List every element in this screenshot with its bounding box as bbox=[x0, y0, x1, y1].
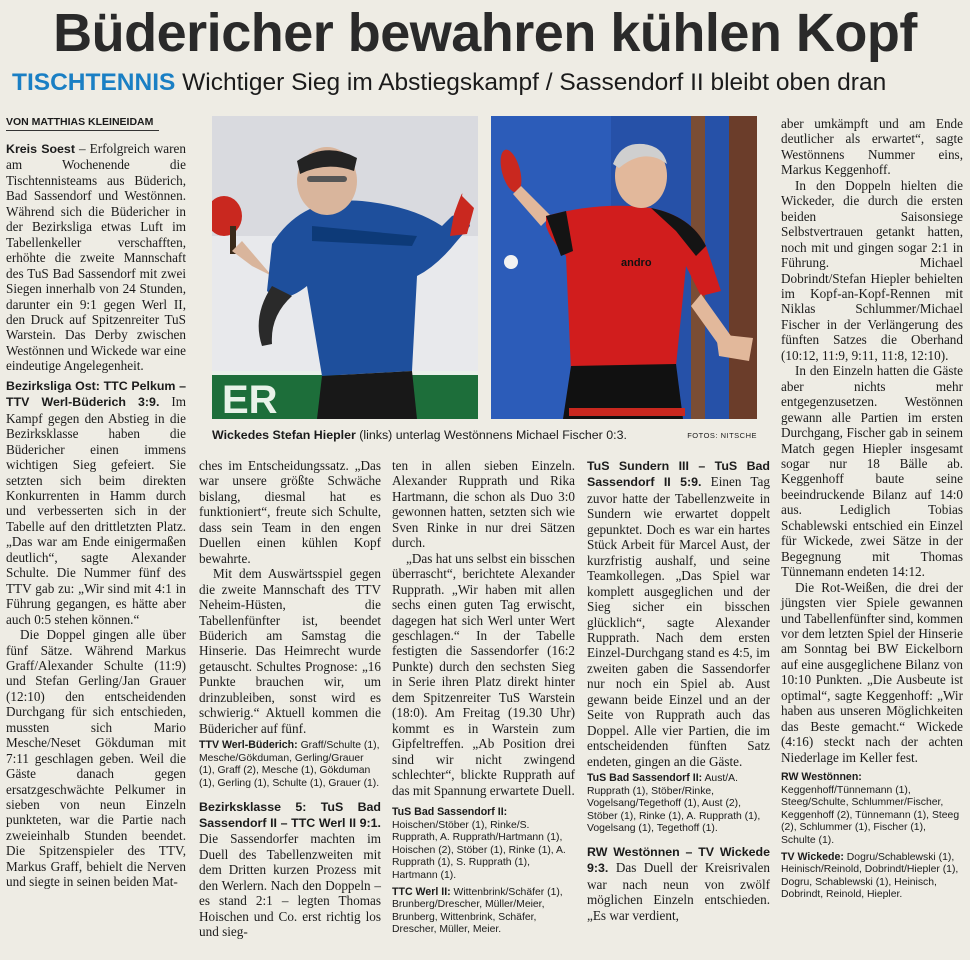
paragraph: aber umkämpft und am Ende deutlicher als erwartet“, sagte Westönnens Nummer eins, Markus Keggenhoff. bbox=[781, 116, 963, 178]
result-text: Graff/Schulte (1), Mesche/Gökduman, Gerling/Grauer (1), Graff (2), Mesche (1), Gökduman (1), Gerling (1), Schulte (1), Grauer (1). bbox=[199, 740, 380, 789]
paragraph-text: – Erfolgreich waren am Wochenende die Tischtennisteams aus Büderich, Bad Sassendorf und Westönnen. Während sich die Büdericher in der Bezirksliga etwas Luft im Tabellenkeller verschafften, erhöhte die zweite Mannschaft des TuS Bad Sassendorf mit zwei Siegen innerhalb von 24 Stunden, darunter ein 9:1 gegen Werl II, den Druck auf Spitzenreiter TuS Warstein. Das Derby zwischen Westönnen und Wickede war eine eindeutige Angelegenheit. bbox=[6, 141, 186, 374]
match-heading: TuS Sundern III – TuS Bad Sassendorf II 5:9. bbox=[587, 459, 770, 490]
result-team: TTC Werl II: bbox=[392, 885, 451, 898]
result-team: TTV Werl-Büderich: bbox=[199, 739, 298, 752]
article-column-4 bbox=[587, 458, 770, 923]
result-line bbox=[392, 806, 575, 883]
player-left-illustration bbox=[212, 116, 478, 419]
paragraph: ches im Entscheidungssatz. „Das war unsere größte Schwäche bislang, diesmal hat es funktioniert“, freute sich Schulte, dass sein Team in den engen Duellen einen kühlen Kopf bewahrte. bbox=[199, 458, 381, 566]
match-heading: Bezirksliga Ost: TTC Pelkum – TTV Werl-Büderich 3:9. bbox=[6, 378, 186, 410]
paragraph bbox=[199, 799, 381, 940]
caption-bold: Wickedes Stefan Hiepler bbox=[212, 428, 356, 442]
article-column-1 bbox=[6, 141, 186, 890]
result-text: Wittenbrink/Schäfer (1), Brunberg/Drescher, Müller/Meier, Brunberg, Wittenbrink, Schäfer, Drescher, Müller, Meier. bbox=[392, 886, 563, 936]
paragraph: „Das hat uns selbst ein bisschen überrascht“, berichtete Alexander Rupprath. „Wir haben mit allen sechs einen guten Tag erwischt, dagegen hat sich Werl unter Wert geschlagen.“ In der Tabelle festigten die Sassendorfer (16:2 Punkte) durch den sechsten Sieg in Serie ihren Platz direkt hinter dem Spitzenreiter TuS Warstein (18:0). Am Freitag (19.30 Uhr) kommt es in Warstein zum Gipfeltreffen. „Ab Position drei sind wir nicht zwingend schlechter“, blickte Rupprath auf das mit Spannung erwartete Duell. bbox=[392, 550, 575, 798]
paragraph-text: Einen Tag zuvor hatte der Tabellenzweite in Sundern wie erwartet doppelt gepunktet. Doch es war ein hartes Stück Arbeit für Marcel Aust, der kurzfristig aushalf, und seine Teamkollegen. „Das Spiel war komplett ausgeglichen und der Sieg sicher ein bisschen glücklich“, sagte Alexander Rupprath. Nach dem ersten Einzel-Durchgang stand es 4:5, im zweiten gaben die Sassendorfer nur noch ein Spiel ab. Aust gewann beide Einzel und an der Seite von Rupprath auch das Doppel. Alle vier Partien, die im entscheidenden fünften Satz endeten, gingen an die Gäste. bbox=[587, 474, 770, 769]
paragraph: Die Rot-Weißen, die drei der jüngsten vier Spiele gewannen und Tabellenfünfter sind, kommen vor dem letzten Spiel der Hinserie am Sonntag bei BW Eickelborn auf eine ausgeglichene Bilanz von 10:10 Punkten. „Die Ausbeute ist optimal“, sagte Keggenhoff: „Wir haben aus unseren Möglichkeiten das Beste gemacht.“ Wickede (4:16) steckt nach der achten Niederlage im Keller fest. bbox=[781, 579, 963, 765]
shirt-logo: andro bbox=[621, 257, 652, 269]
paragraph bbox=[6, 378, 186, 627]
section-kicker: TISCHTENNIS bbox=[12, 69, 176, 96]
caption-text: (links) unterlag Westönnens Michael Fischer 0:3. bbox=[355, 428, 627, 442]
result-line bbox=[587, 772, 770, 836]
result-text: Hoischen/Stöber (1), Rinke/S. Rupprath, A. Rupprath/Hartmann (1), Hoischen (2), Stöber (1), Rinke (1), A. Rupprath (1), S. Rupprath (1), Hartmann (1). bbox=[392, 819, 566, 881]
result-team: RW Westönnen: bbox=[781, 771, 862, 784]
result-team: TuS Bad Sassendorf II: bbox=[587, 772, 703, 785]
dateline: Kreis Soest bbox=[6, 142, 75, 156]
result-text: Aust/A. Rupprath (1), Stöber/Rinke, Vogelsang/Tegethoff (1), Aust (2), Stöber (1), Rinke (1), A. Rupprath (1), Vogelsang (1), Tegethoff (1). bbox=[587, 773, 761, 835]
result-text: Keggenhoff/Tünnemann (1), Steeg/Schulte, Schlummer/Fischer, Keggenhoff (2), Tünnemann (1), Steeg (2), Schlummer (1), Fischer (1), Schulte (1). bbox=[781, 784, 960, 846]
article-column-3 bbox=[392, 458, 575, 940]
photo-michael-fischer bbox=[491, 116, 757, 419]
paragraph: In den Doppeln hielten die Wickeder, die durch die ersten beiden Saisonsiege Selbstvertrauen getankt hatten, noch mit und gingen sogar 2:1 in Führung. Michael Dobrindt/Stefan Hiepler behielten im Kopf-an-Kopf-Rennen mit Niklas Schlummer/Michael Fischer in der Verlängerung des fünften Satzes die Oberhand (10:12, 11:9, 9:11, 11:8, 12:10). bbox=[781, 177, 963, 363]
result-line bbox=[392, 886, 575, 937]
headline: Büdericher bewahren kühlen Kopf bbox=[53, 3, 917, 63]
match-heading: Bezirksklasse 5: TuS Bad Sassendorf II – TTC Werl II 9:1. bbox=[199, 799, 381, 830]
subheadline bbox=[12, 66, 962, 100]
article-column-2 bbox=[199, 458, 381, 940]
result-line bbox=[781, 771, 963, 848]
paragraph: Die Doppel gingen alle über fünf Sätze. Während Markus Graff/Alexander Schulte (11:9) und Stefan Gerling/Jan Grauer (12:10) den entscheidenden Durchgang für sich entschieden, mussten sich Mario Mesche/Neset Gökduman mit 7:11 geschlagen geben. Weil die Gäste danach gegen ersatzgeschwächte Pelkumer in sieben von neun Einzeln punkteten, war die Partie nach zweieinhalb Stunden beendet. Die Spitzenspieler des TTV, Markus Graff, behielt die Nerven und siegte in seinen beiden Mat- bbox=[6, 627, 186, 890]
subheadline-text: Wichtiger Sieg im Abstiegskampf / Sassendorf II bleibt oben dran bbox=[182, 69, 887, 96]
photo-stefan-hiepler bbox=[212, 116, 478, 419]
paragraph-text: Das Duell der Kreisrivalen war nach neun von zwölf möglichen Einzeln entschieden. „Es war verdient, bbox=[587, 860, 770, 923]
paragraph bbox=[6, 141, 186, 374]
photo-caption bbox=[212, 428, 757, 442]
paragraph: ten in allen sieben Einzeln. Alexander Rupprath und Rika Hartmann, die schon als Duo 3:0 gewonnen hatten, setzten sich wie Sven Rinke in nur drei Sätzen durch. bbox=[392, 458, 575, 551]
photo-credit: FOTOS: NITSCHE bbox=[687, 431, 757, 440]
paragraph: In den Einzeln hatten die Gäste aber nichts mehr entgegenzusetzen. Westönnen gewann alle Partien im ersten Durchgang, Fischer gab in seinem Match gegen Hiepler insgesamt sogar nur 18 Bälle ab. Keggenhoff baute seine beeindruckende Bilanz auf 14:0 aus. Lediglich Tobias Schablewski entschied ein Einzel für Wickede, zwei Sätze in der Begegnung mit Thomas Tünnemann endeten 14:12. bbox=[781, 363, 963, 580]
paragraph bbox=[587, 844, 770, 923]
result-team: TuS Bad Sassendorf II: bbox=[392, 805, 508, 818]
paragraph: Mit dem Auswärtsspiel gegen die zweite Mannschaft des TTV Neheim-Hüsten, die Tabellenfünfter ist, beendet Büderich am Samstag die Hinserie. Das Heimrecht wurde getauscht. Schultes Prognose: „16 Punkte brauchen wir, um drinzubleiben, sonst wird es schwierig.“ Aktuell kommen die Büdericher auf fünf. bbox=[199, 566, 381, 736]
paragraph-text: Die Sassendorfer machten im Duell des Tabellenzweiten mit dem Dritten kurzen Prozess mit den Werlern. Nach den Doppeln – es stand 2:1 – legten Thomas Hoischen und Co. erst richtig los und sieg- bbox=[199, 831, 381, 940]
article-column-5 bbox=[781, 116, 963, 905]
result-line bbox=[199, 739, 381, 790]
paragraph bbox=[587, 458, 770, 769]
author-byline: VON MATTHIAS KLEINEIDAM bbox=[6, 116, 159, 131]
result-team: TV Wickede: bbox=[781, 850, 844, 863]
player-right-illustration bbox=[491, 116, 757, 419]
banner-text: ER bbox=[222, 378, 278, 419]
match-heading: RW Westönnen – TV Wickede 9:3. bbox=[587, 845, 770, 876]
result-line bbox=[781, 851, 963, 902]
result-text: Dogru/Schablewski (1), Heinisch/Reinold, Dobrindt/Hiepler (1), Dogru, Schablewski (1), Heinisch, Dobrindt, Reinold, Hiepler. bbox=[781, 851, 959, 901]
paragraph-text: Im Kampf gegen den Abstieg in die Bezirksklasse haben die Büdericher einen immens wichtigen Sieg gefeiert. Sie setzten sich beim direkten Konkurrenten in Hamm durch und verbesserten sich in der Tabelle auf den drittletzten Platz. „Das war am Ende einigermaßen deutlich“, sagte Alexander Schulte. Die Nummer fünf des TTV gab zu: „Wir sind mit 4:1 in Führung gegangen, es hätte aber auch 0:5 stehen können.“ bbox=[6, 394, 187, 627]
